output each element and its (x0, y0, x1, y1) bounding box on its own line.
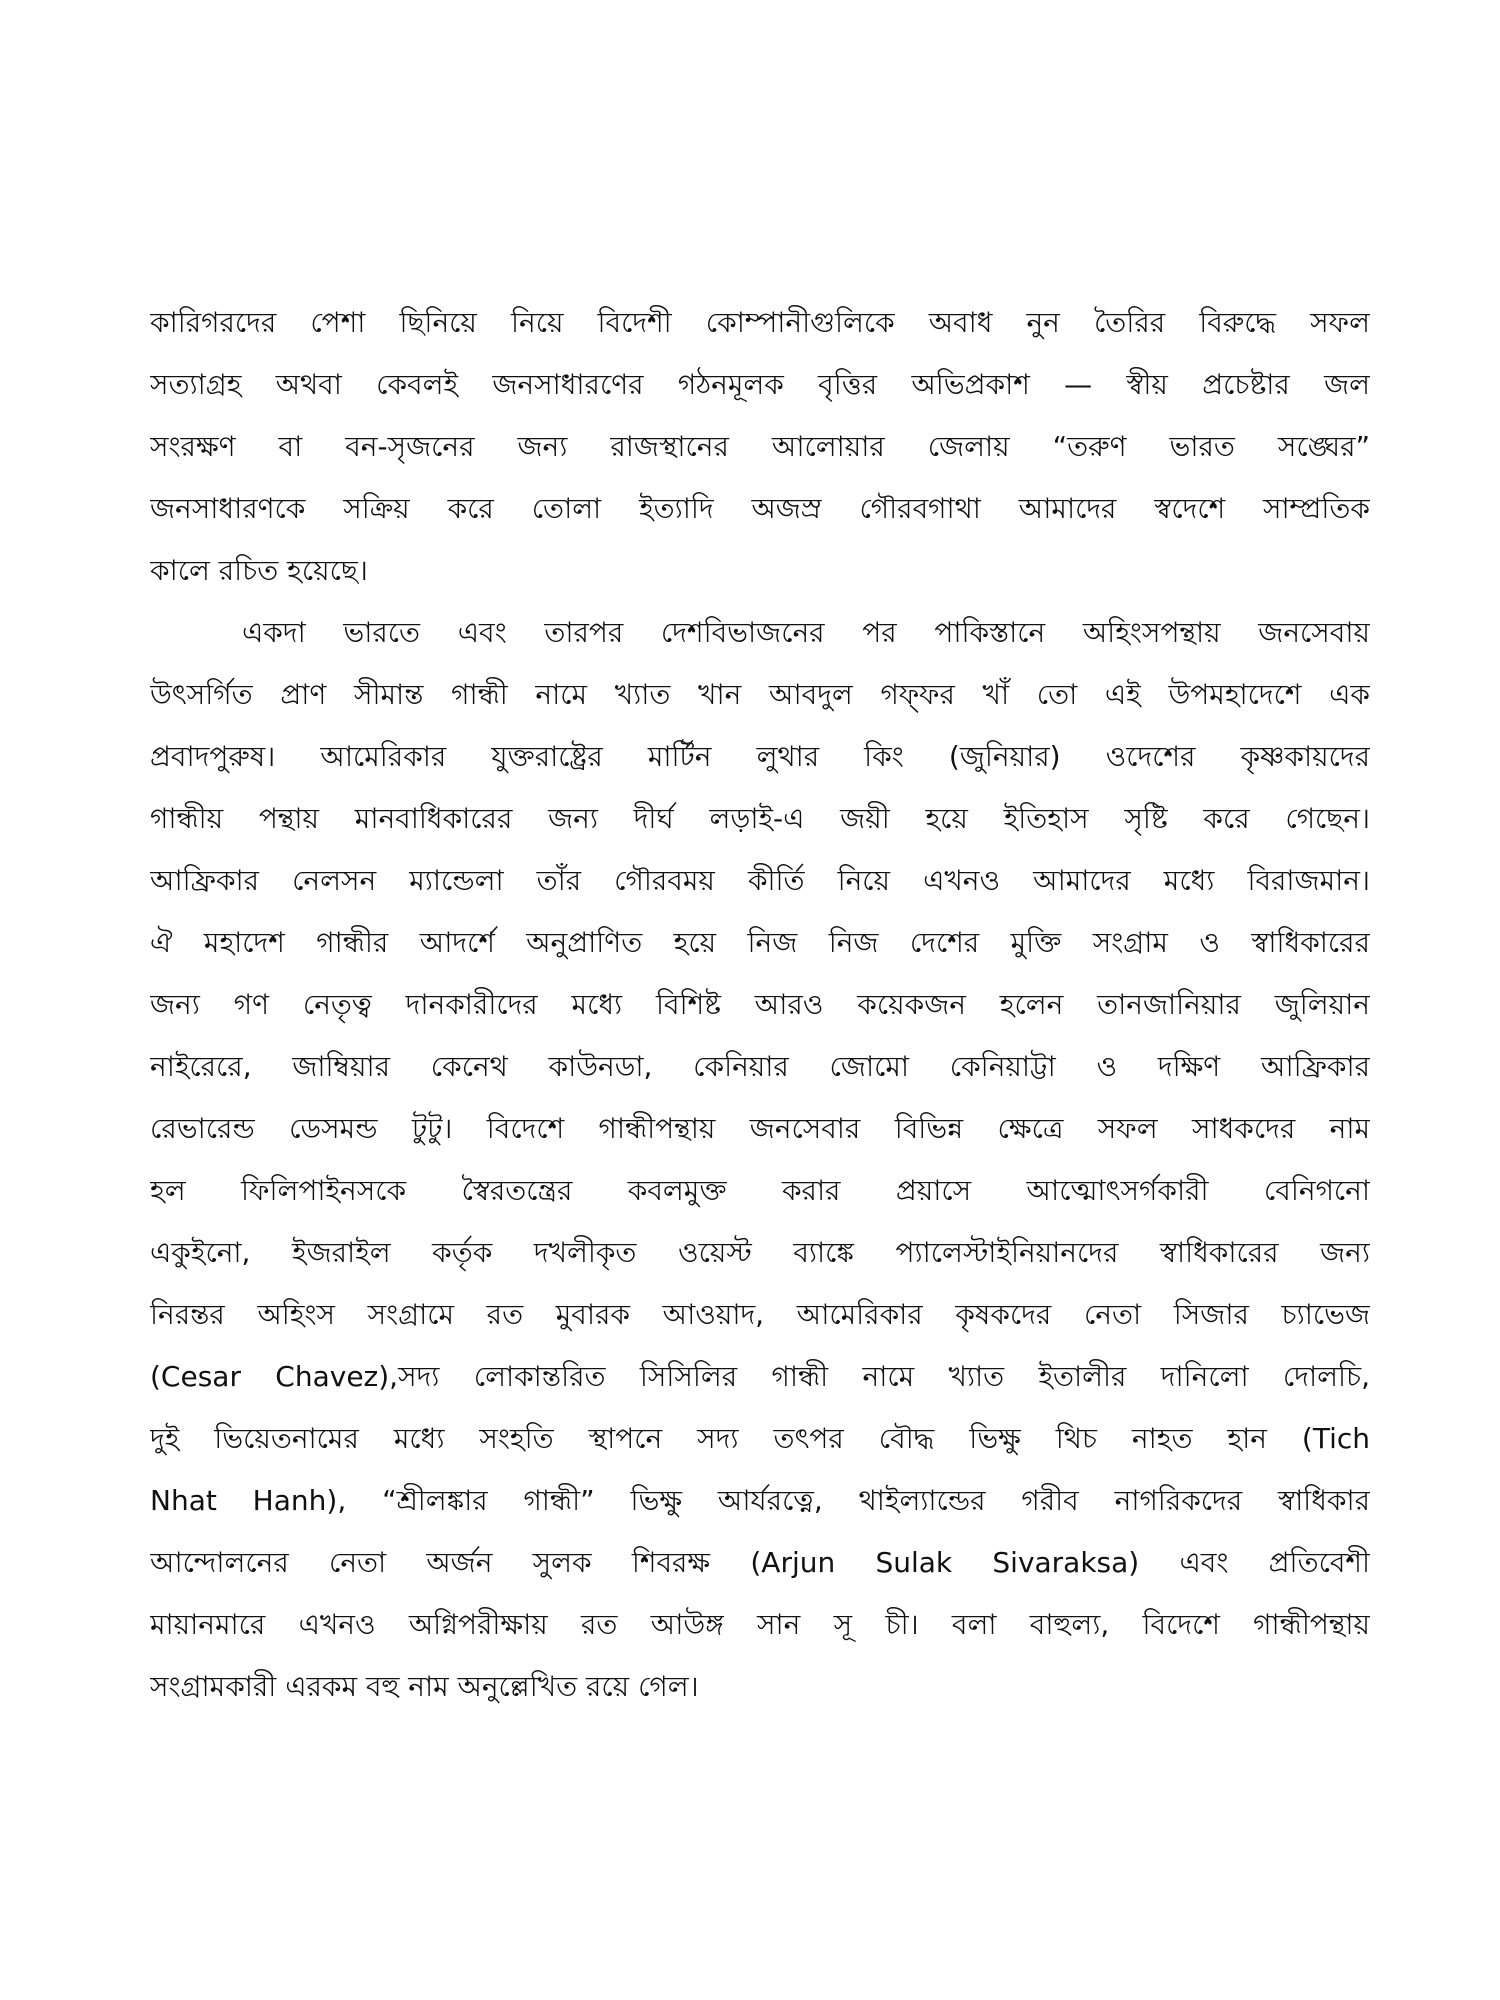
text-line: দুই ভিয়েতনামের মধ্যে সংহতি স্থাপনে সদ্য তৎপর বৌদ্ধ ভিক্ষু থিচ নাহত হান (Tich (150, 1422, 1370, 1455)
text-line: কারিগরদের পেশা ছিনিয়ে নিয়ে বিদেশী কোম্পানীগুলিকে অবাধ নুন তৈরির বিরুদ্ধে সফল (150, 306, 1370, 339)
text-line: প্রবাদপুরুষ। আমেরিকার যুক্তরাষ্ট্রের মার্টিন লুথার কিং (জুনিয়ার) ওদেশের কৃষ্ণকায়দের (150, 740, 1370, 773)
text-line: ঐ মহাদেশ গান্ধীর আদর্শে অনুপ্রাণিত হয়ে নিজ নিজ দেশের মুক্তি সংগ্রাম ও স্বাধিকারের (150, 926, 1370, 959)
text-line: মায়ানমারে এখনও অগ্নিপরীক্ষায় রত আউঙ্গ সান সূ চী। বলা বাহুল্য, বিদেশে গান্ধীপন্থায় (150, 1608, 1370, 1641)
text-line: নিরন্তর অহিংস সংগ্রামে রত মুবারক আওয়াদ, আমেরিকার কৃষকদের নেতা সিজার চ্যাভেজ (150, 1298, 1370, 1331)
text-line: সত্যাগ্রহ অথবা কেবলই জনসাধারণের গঠনমূলক বৃত্তির অভিপ্রকাশ — স্বীয় প্রচেষ্টার জল (150, 368, 1370, 401)
text-line: (Cesar Chavez),সদ্য লোকান্তরিত সিসিলির গান্ধী নামে খ্যাত ইতালীর দানিলো দোলচি, (150, 1360, 1370, 1393)
paragraph-2 (150, 602, 1370, 1718)
text-line: হল ফিলিপাইনসকে স্বৈরতন্ত্রের কবলমুক্ত করার প্রয়াসে আত্মোৎসর্গকারী বেনিগনো (150, 1174, 1370, 1207)
text-line: রেভারেন্ড ডেসমন্ড টুটু। বিদেশে গান্ধীপন্থায় জনসেবার বিভিন্ন ক্ষেত্রে সফল সাধকদের নাম (150, 1112, 1370, 1145)
text-line: কালে রচিত হয়েছে। (150, 554, 368, 587)
text-line: Nhat Hanh), “শ্রীলঙ্কার গান্ধী” ভিক্ষু আর্যরত্নে, থাইল্যান্ডের গরীব নাগরিকদের স্বাধিকার (150, 1484, 1370, 1517)
page-body (150, 292, 1370, 1718)
text-line: একদা ভারতে এবং তারপর দেশবিভাজনের পর পাকিস্তানে অহিংসপন্থায় জনসেবায় (242, 616, 1370, 649)
text-line: নাইরেরে, জাম্বিয়ার কেনেথ কাউনডা, কেনিয়ার জোমো কেনিয়াট্টা ও দক্ষিণ আফ্রিকার (150, 1050, 1370, 1083)
text-line: সংগ্রামকারী এরকম বহু নাম অনুল্লেখিত রয়ে গেল। (150, 1670, 699, 1703)
text-line: জন্য গণ নেতৃত্ব দানকারীদের মধ্যে বিশিষ্ট আরও কয়েকজন হলেন তানজানিয়ার জুলিয়ান (150, 988, 1370, 1021)
text-line: আফ্রিকার নেলসন ম্যান্ডেলা তাঁর গৌরবময় কীর্তি নিয়ে এখনও আমাদের মধ্যে বিরাজমান। (150, 864, 1370, 897)
text-line: উৎসর্গিত প্রাণ সীমান্ত গান্ধী নামে খ্যাত খান আবদুল গফ্ফর খাঁ তো এই উপমহাদেশে এক (150, 678, 1370, 711)
text-line: আন্দোলনের নেতা অর্জন সুলক শিবরক্ষ (Arjun Sulak Sivaraksa) এবং প্রতিবেশী (150, 1546, 1370, 1579)
paragraph-1 (150, 292, 1370, 602)
text-line: সংরক্ষণ বা বন-সৃজনের জন্য রাজস্থানের আলোয়ার জেলায় “তরুণ ভারত সঙ্ঘের” (150, 430, 1370, 463)
text-line: গান্ধীয় পন্থায় মানবাধিকারের জন্য দীর্ঘ লড়াই-এ জয়ী হয়ে ইতিহাস সৃষ্টি করে গেছেন। (150, 802, 1370, 835)
text-line: জনসাধারণকে সক্রিয় করে তোলা ইত্যাদি অজস্র গৌরবগাথা আমাদের স্বদেশে সাম্প্রতিক (150, 492, 1370, 525)
text-line: একুইনো, ইজরাইল কর্তৃক দখলীকৃত ওয়েস্ট ব্যাঙ্কে প্যালেস্টাইনিয়ানদের স্বাধিকারের জন্য (150, 1236, 1370, 1269)
